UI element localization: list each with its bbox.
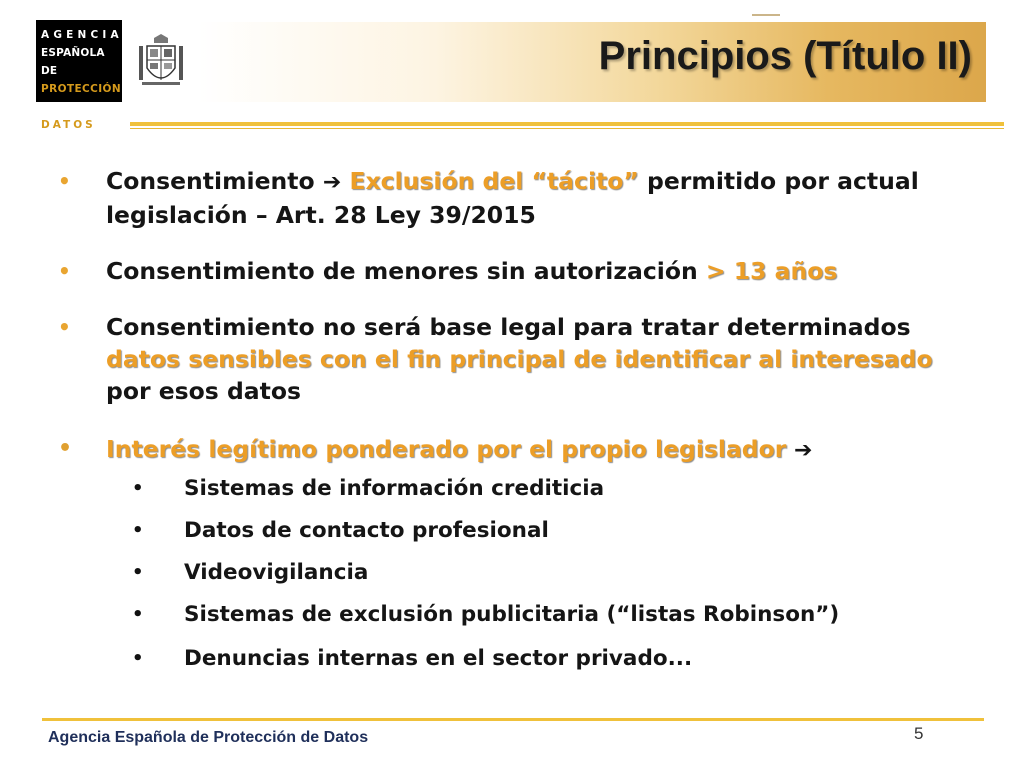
bullet-sensitive-data bbox=[58, 311, 966, 407]
bullet-legitimate-interest bbox=[58, 433, 966, 467]
sub-bullet-text: Datos de contacto profesional bbox=[184, 518, 549, 543]
bullet-minors-consent bbox=[58, 255, 966, 287]
bullet-text-tail: por esos datos bbox=[106, 377, 302, 405]
sub-bullet-text: Sistemas de exclusión publicitaria (“listas Robinson”) bbox=[184, 602, 840, 627]
bullet-glyph: • bbox=[58, 315, 71, 339]
sub-bullet-text: Sistemas de información crediticia bbox=[184, 476, 605, 501]
arrow-right-icon: ➔ bbox=[322, 170, 342, 195]
bullet-highlight: Exclusión del “tácito” bbox=[349, 167, 639, 195]
bullet-glyph: • bbox=[132, 478, 144, 499]
bullet-consent-tacit bbox=[58, 165, 966, 231]
arrow-right-icon: ➔ bbox=[786, 438, 813, 463]
bullet-glyph: • bbox=[58, 436, 73, 461]
bullet-glyph: • bbox=[132, 648, 144, 669]
footer-divider bbox=[42, 718, 984, 721]
bullet-text: Consentimiento no será base legal para tratar determinados bbox=[106, 313, 911, 341]
logo-line-3: PROTECCIÓN bbox=[41, 83, 122, 95]
bullet-glyph: • bbox=[58, 169, 71, 193]
sub-bullet-video-surveillance bbox=[132, 558, 944, 588]
bullet-text: Consentimiento bbox=[106, 167, 323, 195]
sub-bullet-internal-reports bbox=[132, 644, 944, 674]
logo-line-4-a: DE bbox=[41, 101, 63, 113]
bullet-glyph: • bbox=[132, 520, 144, 541]
sub-bullet-robinson-lists bbox=[132, 600, 944, 630]
page-number: 5 bbox=[914, 724, 924, 743]
logo-line-1: AGENCIA bbox=[41, 29, 123, 41]
bullet-highlight: Interés legítimo ponderado por el propio legislador bbox=[106, 435, 787, 463]
page-title: Principios (Título II) bbox=[598, 34, 972, 78]
sub-bullet-text: Denuncias internas en el sector privado... bbox=[184, 646, 693, 671]
logo-line-2: ESPAÑOLA DE bbox=[41, 47, 105, 77]
bullet-highlight: > 13 años bbox=[705, 257, 838, 285]
bullet-text: Consentimiento de menores sin autorización bbox=[106, 257, 706, 285]
footer-organization: Agencia Española de Protección de Datos bbox=[48, 729, 369, 746]
bullet-glyph: • bbox=[58, 259, 71, 283]
sub-bullet-credit-systems bbox=[132, 474, 944, 504]
bullet-text-tail: permitido por actual legislación – Art. 28 Ley 39/2015 bbox=[106, 167, 919, 229]
bullet-highlight: datos sensibles con el fin principal de identificar al interesado bbox=[106, 345, 933, 373]
sub-bullet-text: Videovigilancia bbox=[184, 560, 369, 585]
bullet-glyph: • bbox=[132, 562, 144, 583]
bullet-glyph: • bbox=[132, 604, 144, 625]
logo-line-4-b: DATOS bbox=[41, 119, 96, 131]
sub-bullet-professional-contact bbox=[132, 516, 944, 546]
